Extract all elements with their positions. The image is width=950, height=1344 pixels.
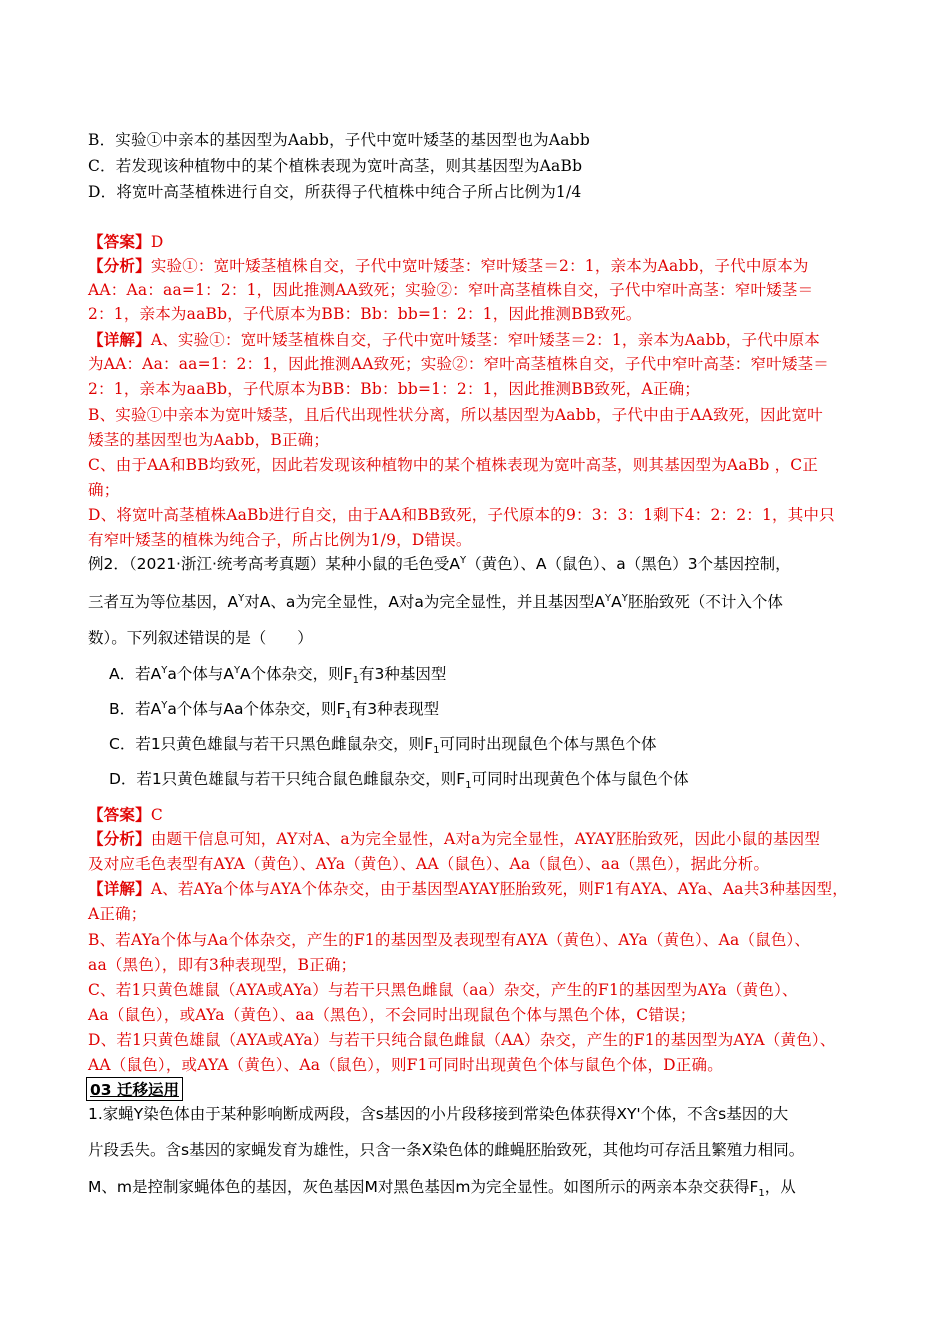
ex2-detail-line-8: AA（鼠色），或AYA（黄色）、Aa（鼠色），则F1可同时出现黄色个体与鼠色个体，D正确。	[88, 1056, 723, 1074]
q1-line-1: 1.家蝇Y染色体由于某种影响断成两段，含s基因的小片段移接到常染色体获得XY'个体，不含s基因的大	[88, 1105, 789, 1123]
opt-text: 有3种基因型	[358, 665, 447, 683]
ex2-question-line-1	[88, 552, 791, 574]
subscript: 1	[433, 745, 440, 757]
ex2-analysis-line-2: 及对应毛色表型有AYA（黄色）、AYa（黄色）、AA（鼠色）、Aa（鼠色）、aa（黑色），据此分析。	[88, 855, 770, 873]
subscript: 1	[352, 675, 359, 687]
detail-tag: 【详解】	[88, 879, 151, 898]
opt-text: a个体与Aa个体杂交，则F	[167, 700, 346, 718]
analysis-tag: 【分析】	[88, 829, 151, 848]
superscript: Y	[460, 554, 467, 566]
q-text: 三者互为等位基因，A	[88, 593, 239, 611]
ex2-question-line-2: 三者互为等位基因，$A^Y$对A、a为完全显性，A对a为完全显性，并且基因型$A^YA^Y$胚胎致死（不计入个体	[88, 592, 783, 611]
opt-text: B．若A	[109, 700, 162, 718]
ex2-question-line-3: 数）。下列叙述错误的是（ ）	[88, 629, 313, 647]
ex2-detail-line-3: B、若AYa个体与Aa个体杂交，产生的F1的基因型及表现型有AYA（黄色）、AYa（黄色）、Aa（鼠色）、	[88, 931, 811, 949]
opt-text: 可同时出现黄色个体与鼠色个体	[471, 770, 689, 788]
q-text: （黄色）、A（鼠色）、a（黑色）3个基因控制，	[466, 555, 791, 573]
ex2-detail-line-4: aa（黑色），即有3种表现型，B正确；	[88, 956, 357, 974]
analysis-text: 实验①：宽叶矮茎植株自交，子代中宽叶矮茎：窄叶矮茎＝2：1，亲本为Aabb，子代中原本为	[150, 257, 809, 275]
opt-text: D．若1只黄色雄鼠与若干只纯合鼠色雌鼠杂交，则F	[109, 770, 466, 788]
subscript: 1	[758, 1188, 765, 1200]
superscript: Y	[161, 664, 168, 676]
ex1-detail-line-3: 2：1，亲本为aaBb，子代原本为BB：Bb：bb=1：2：1，因此推测BB致死，A正确；	[88, 380, 701, 398]
ex2-detail-line-6: Aa（鼠色），或AYa（黄色）、aa（黑色），不会同时出现鼠色个体与黑色个体，C错误；	[88, 1006, 696, 1024]
ex2-detail-line-5: C、若1只黄色雄鼠（AYA或AYa）与若干只黑色雌鼠（aa）杂交，产生的F1的基因型为AYa（黄色）、	[88, 981, 798, 999]
opt-text: a个体与A	[167, 665, 234, 683]
answer-value: D	[150, 233, 164, 251]
q-text: 对A、a为完全显性，A对a为完全显性，并且基因型A	[244, 593, 606, 611]
ex2-option-d	[109, 767, 689, 791]
ex1-analysis-line-2: AA：Aa：aa=1：2：1，因此推测AA致死；实验②：窄叶高茎植株自交，子代中窄叶高茎：窄叶矮茎＝	[88, 281, 814, 299]
ex2-detail-line-7: D、若1只黄色雄鼠（AYA或AYa）与若干只纯合鼠色雌鼠（AA）杂交，产生的F1的基因型为AYA（黄色）、	[88, 1031, 836, 1049]
superscript: Y	[605, 592, 612, 604]
opt-text: 可同时出现鼠色个体与黑色个体	[439, 735, 657, 753]
ex1-detail-line-8: D、将宽叶高茎植株AaBb进行自交，由于AA和BB致死，子代原本的9：3：3：1剩下4：2：2：1，其中只	[88, 506, 835, 524]
ex1-detail-line-6: C、由于AA和BB均致死，因此若发现该种植物中的某个植株表现为宽叶高茎，则其基因型为AaBb ，C正	[88, 456, 819, 474]
q-text: M、m是控制家蝇体色的基因，灰色基因M对黑色基因m为完全显性。如图所示的两亲本杂交获得F	[88, 1178, 759, 1196]
ex1-option-c: C．若发现该种植物中的某个植株表现为宽叶高茎，则其基因型为AaBb	[88, 157, 583, 175]
ex1-detail-line-7: 确；	[88, 481, 120, 499]
q1-line-3	[88, 1175, 796, 1199]
subscript: 1	[465, 780, 472, 792]
opt-text: C．若1只黄色雄鼠与若干只黑色雌鼠杂交，则F	[109, 735, 434, 753]
ex1-detail-line-1	[88, 328, 820, 350]
ex2-analysis-line-1	[88, 827, 820, 849]
ex2-detail-line-2: A正确；	[88, 905, 147, 923]
answer-tag: 【答案】	[88, 805, 151, 824]
opt-text: A．若A	[109, 665, 162, 683]
ex2-answer	[88, 803, 163, 825]
ex2-option-a	[109, 662, 446, 686]
q-text: 例2．（2021·浙江·统考高考真题）某种小鼠的毛色受A	[88, 555, 461, 573]
q-text: 胚胎致死（不计入个体	[627, 593, 783, 611]
answer-tag: 【答案】	[88, 232, 151, 251]
analysis-tag: 【分析】	[88, 256, 151, 275]
detail-text: A、实验①：宽叶矮茎植株自交，子代中宽叶矮茎：窄叶矮茎＝2：1，亲本为Aabb，子代中原本	[150, 331, 821, 349]
detail-tag: 【详解】	[88, 330, 151, 349]
ex2-option-c	[109, 732, 657, 756]
ex1-option-b: B．实验①中亲本的基因型为Aabb，子代中宽叶矮茎的基因型也为Aabb	[88, 131, 590, 149]
ex1-answer	[88, 230, 163, 252]
ex1-analysis-line-1	[88, 254, 809, 276]
ex1-detail-line-2: 为AA：Aa：aa=1：2：1，因此推测AA致死；实验②：窄叶高茎植株自交，子代中窄叶高茎：窄叶矮茎＝	[88, 355, 829, 373]
ex2-option-b	[109, 697, 439, 721]
superscript: Y	[233, 664, 241, 676]
section-heading: 03 迁移运用	[86, 1077, 183, 1101]
q1-line-2: 片段丢失。含s基因的家蝇发育为雄性，只含一条X染色体的雌蝇胚胎致死，其他均可存活且繁殖力相同。	[88, 1141, 805, 1159]
superscript: Y	[621, 592, 628, 604]
ex1-analysis-line-3: 2：1，亲本为aaBb，子代原本为BB：Bb：bb=1：2：1，因此推测BB致死。	[88, 305, 642, 323]
superscript: Y	[161, 699, 168, 711]
ex1-detail-line-5: 矮茎的基因型也为Aabb，B正确；	[88, 431, 330, 449]
opt-text: 有3种表现型	[351, 700, 440, 718]
superscript: Y	[238, 592, 245, 604]
detail-text: A、若AYa个体与AYA个体杂交，由于基因型AYAY胚胎致死，则F1有AYA、AYa、Aa共3种基因型，	[150, 880, 848, 898]
analysis-text: 由题干信息可知，AY对A、a为完全显性，A对a为完全显性，AYAY胚胎致死，因此小鼠的基因型	[150, 830, 821, 848]
q-text: ，从	[764, 1178, 796, 1196]
answer-value: C	[150, 806, 163, 824]
subscript: 1	[345, 710, 352, 722]
ex1-option-d: D．将宽叶高茎植株进行自交，所获得子代植株中纯合子所占比例为1/4	[88, 183, 582, 201]
ex1-detail-line-9: 有窄叶矮茎的植株为纯合子，所占比例为1/9，D错误。	[88, 531, 472, 549]
opt-text: A个体杂交，则F	[240, 665, 353, 683]
ex2-detail-line-1	[88, 877, 848, 899]
ex1-detail-line-4: B、实验①中亲本为宽叶矮茎，且后代出现性状分离，所以基因型为Aabb，子代中由于AA致死，因此宽叶	[88, 406, 823, 424]
